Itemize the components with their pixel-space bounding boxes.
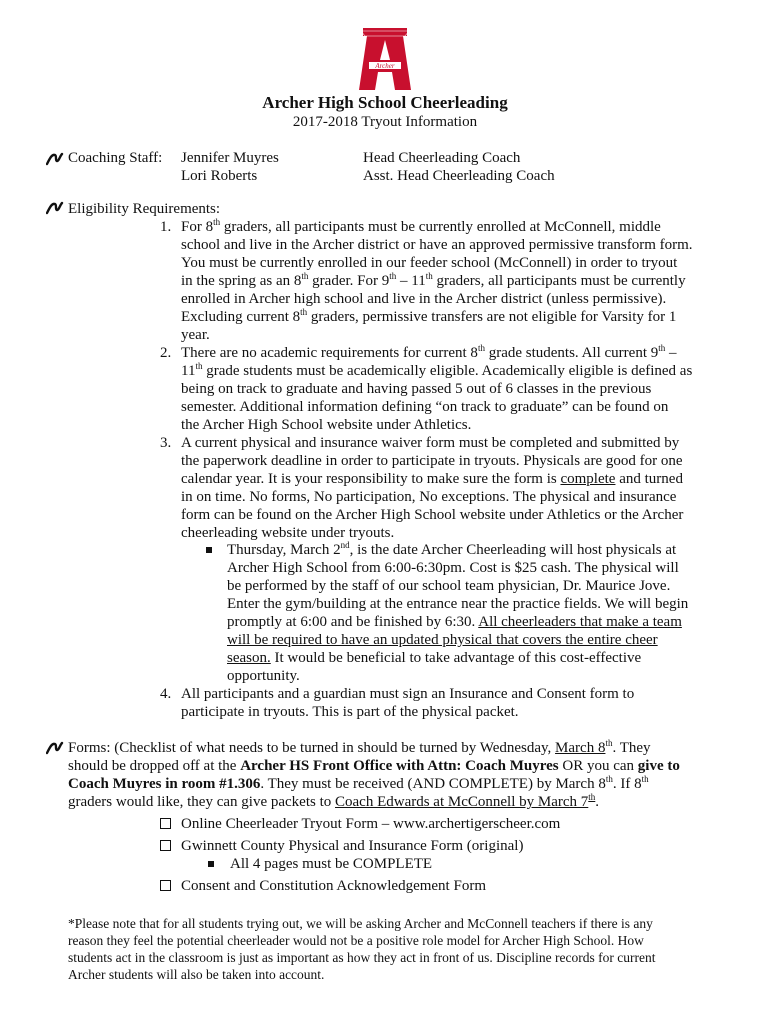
arrow-bullet-icon <box>46 741 64 755</box>
list-item-line: cheerleading website under tryouts. <box>181 525 395 541</box>
checkbox[interactable] <box>160 840 171 851</box>
list-item-line: enrolled in Archer high school and live in the Archer district (unless permissive). <box>181 291 667 307</box>
list-number: 2. <box>160 345 172 361</box>
sub-item-line: be performed by the staff of our school team physician, Dr. Maurice Jove. <box>227 578 671 594</box>
list-number: 1. <box>160 219 172 235</box>
list-item-line: There are no academic requirements for current 8th grade students. All current 9th – <box>181 343 677 361</box>
forms-line: Forms: (Checklist of what needs to be turned in should be turned by Wednesday, March 8th. They <box>68 738 651 756</box>
list-item-line: in on time. No forms, No participation, No exceptions. The physical and insurance <box>181 489 677 505</box>
sub-item-line: promptly at 6:00 and be finished by 6:30. All cheerleaders that make a team <box>227 614 682 630</box>
sub-item-line: will be required to have an updated physical that covers the entire cheer <box>227 632 658 648</box>
eligibility-label: Eligibility Requirements: <box>68 201 221 217</box>
coach-role: Asst. Head Cheerleading Coach <box>363 168 555 184</box>
checklist-item: Online Cheerleader Tryout Form – www.archertigerscheer.com <box>181 816 561 832</box>
note-line: reason they feel the potential cheerleader would not be a positive role model for Archer High School. How <box>68 933 644 948</box>
forms-line: should be dropped off at the Archer HS Front Office with Attn: Coach Muyres OR you can give to <box>68 758 680 774</box>
note-line: Archer students will also be taken into account. <box>68 967 325 982</box>
list-item-line: semester. Additional information defining “on track to graduate” can be found on <box>181 399 669 415</box>
list-item-line: For 8th graders, all participants must be currently enrolled at McConnell, middle <box>181 217 661 235</box>
checkbox[interactable] <box>160 818 171 829</box>
note-line: *Please note that for all students trying out, we will be asking Archer and McConnell teachers if there is any <box>68 916 653 931</box>
list-item-line: the Archer High School website under Athletics. <box>181 417 472 433</box>
list-item-line: 11th grade students must be academically eligible. Academically eligible is defined as <box>181 361 693 379</box>
sub-item-line: Enter the gym/building at the entrance near the practice fields. We will begin <box>227 596 689 612</box>
forms-line: Coach Muyres in room #1.306. They must be received (AND COMPLETE) by March 8th. If 8th <box>68 774 649 792</box>
sub-item-line: season. It would be beneficial to take advantage of this cost-effective <box>227 650 642 666</box>
checklist-item: Consent and Constitution Acknowledgement Form <box>181 878 486 894</box>
list-item-line: year. <box>181 327 210 343</box>
arrow-bullet-icon <box>46 201 64 215</box>
list-number: 4. <box>160 686 172 702</box>
list-item-line: A current physical and insurance waiver form must be completed and submitted by <box>181 435 680 451</box>
sub-item-line: Archer High School from 6:00-6:30pm. Cost is $25 cash. The physical will <box>227 560 679 576</box>
note-line: students act in the classroom is just as important as how they act in front of us. Discipline records for current <box>68 950 656 965</box>
sub-item-line: Thursday, March 2nd, is the date Archer Cheerleading will host physicals at <box>227 540 677 558</box>
sub-item-line: opportunity. <box>227 668 300 684</box>
list-item-line: being on track to graduate and having passed 5 out of 6 classes in the previous <box>181 381 652 397</box>
forms-line: graders would like, they can give packets to Coach Edwards at McConnell by March 7th. <box>68 792 600 810</box>
coach-name: Lori Roberts <box>181 168 258 184</box>
page-title: Archer High School Cheerleading <box>262 93 508 112</box>
list-number: 3. <box>160 435 172 451</box>
coach-role: Head Cheerleading Coach <box>363 150 521 166</box>
archer-logo <box>359 28 411 90</box>
list-item-line: in the spring as an 8th grader. For 9th – 11th graders, all participants must be currently <box>181 271 686 289</box>
square-bullet-icon <box>206 547 212 553</box>
list-item-line: the paperwork deadline in order to participate in tryouts. Physicals are good for one <box>181 453 683 469</box>
logo-text: Archer <box>375 62 395 70</box>
arrow-bullet-icon <box>46 152 64 166</box>
sub-item-line: All 4 pages must be COMPLETE <box>230 856 433 872</box>
list-item-line: calendar year. It is your responsibility to make sure the form is complete and turned <box>181 471 683 487</box>
page-subtitle: 2017-2018 Tryout Information <box>292 114 478 130</box>
square-bullet-icon <box>208 861 214 867</box>
list-item-line: Excluding current 8th graders, permissive transfers are not eligible for Varsity for 1 <box>181 307 677 325</box>
checkbox[interactable] <box>160 880 171 891</box>
coach-name: Jennifer Muyres <box>181 150 279 166</box>
list-item-line: You must be currently enrolled in our feeder school (McConnell) in order to tryout <box>181 255 678 271</box>
list-item-line: school and live in the Archer district or have an approved permissive transform form. <box>181 237 693 253</box>
checklist-item: Gwinnett County Physical and Insurance Form (original) <box>181 838 524 854</box>
list-item-line: participate in tryouts. This is part of the physical packet. <box>181 704 519 720</box>
coaching-staff-label: Coaching Staff: <box>68 150 163 166</box>
list-item-line: All participants and a guardian must sign an Insurance and Consent form to <box>181 686 635 702</box>
list-item-line: form can be found on the Archer High School website under Athletics or the Archer <box>181 507 684 523</box>
